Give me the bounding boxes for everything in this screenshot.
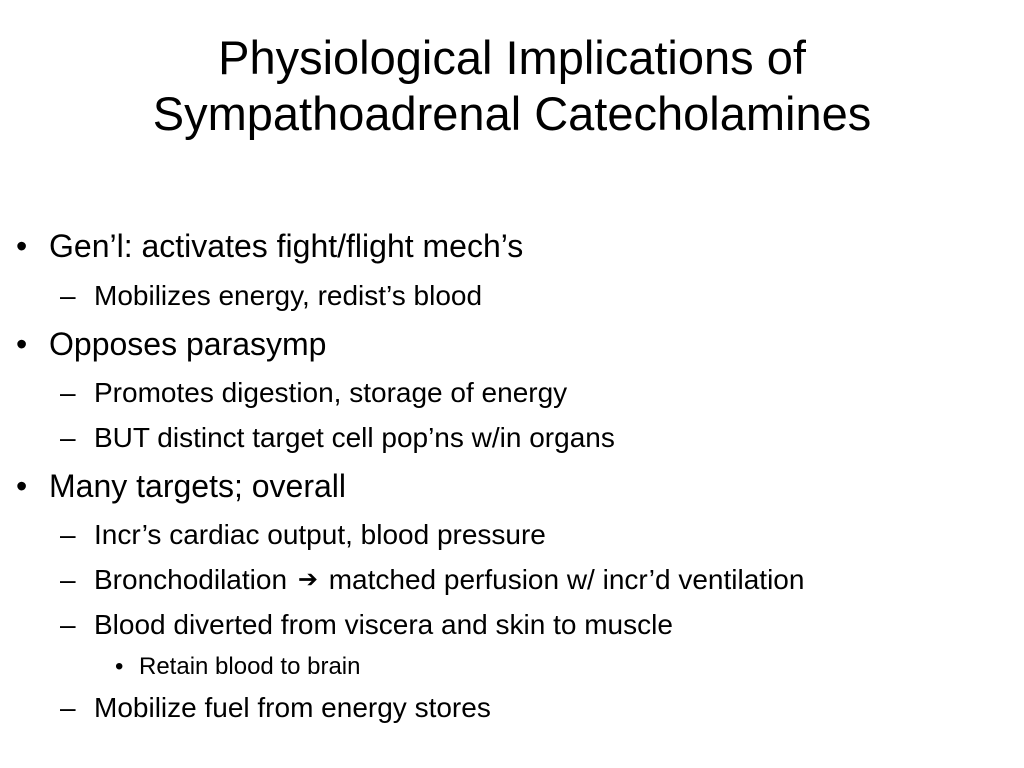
sub-bullet-item [60,519,546,551]
sub-bullet-item [60,692,491,724]
bullet-text: Opposes parasymp [49,326,327,362]
sub-bullet-text: Promotes digestion, storage of energy [94,377,568,408]
dash-marker: – [60,564,76,595]
arrow-right-icon: ➔ [297,566,318,593]
dash-marker: – [60,280,76,311]
sub-sub-bullet-item [115,653,361,681]
bullet-text: Many targets; overall [49,468,347,504]
bullet-marker: • [16,326,28,362]
dash-marker: – [60,609,76,640]
bullet-marker: • [16,228,28,264]
sub-bullet-text-start: Bronchodilation [94,564,288,595]
sub-bullet-item [60,422,615,454]
sub-bullet-text-end: matched perfusion w/ incr’d ventilation [328,564,805,595]
sub-bullet-text: Incr’s cardiac output, blood pressure [94,519,546,550]
bullet-item [16,326,327,363]
dash-marker: – [60,519,76,550]
sub-sub-bullet-text: Retain blood to brain [139,653,361,680]
dash-marker: – [60,692,76,723]
dash-marker: – [60,377,76,408]
sub-bullet-text: Blood diverted from viscera and skin to muscle [94,609,673,640]
sub-bullet-text: Mobilize fuel from energy stores [94,692,491,723]
slide-title-line-2: Sympathoadrenal Catecholamines [152,87,872,140]
sub-bullet-item [60,609,673,641]
sub-bullet-item [60,564,805,596]
sub-bullet-item [60,377,568,409]
bullet-text: Gen’l: activates fight/flight mech’s [49,228,524,264]
bullet-marker: • [115,653,124,680]
slide-title-line-1: Physiological Implications of [218,31,806,84]
dash-marker: – [60,422,76,453]
sub-bullet-text: Mobilizes energy, redist’s blood [94,280,483,311]
bullet-marker: • [16,468,28,504]
sub-bullet-text: BUT distinct target cell pop’ns w/in organs [94,422,615,453]
bullet-item [16,468,347,505]
sub-bullet-item [60,280,483,312]
bullet-item [16,228,524,265]
